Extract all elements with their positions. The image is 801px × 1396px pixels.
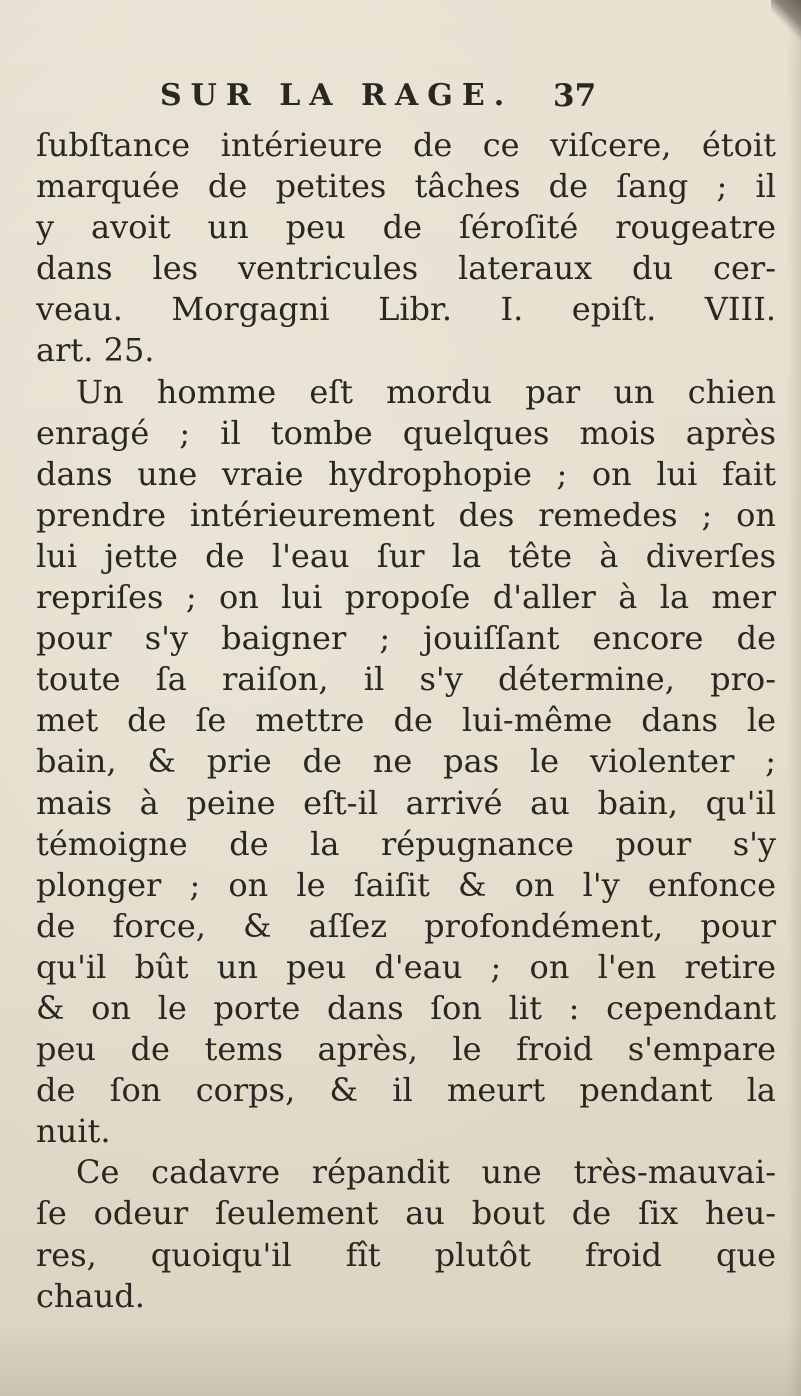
paragraph-start-line: Ce cadavre répandit une très-mauvai-: [76, 1153, 776, 1192]
text-line: ſubſtance intérieure de ce viſcere, étoit: [36, 126, 776, 164]
text-line: dans les ventricules lateraux du cer-: [36, 249, 776, 288]
running-title: SUR LA RAGE.: [160, 78, 514, 113]
text-line: y avoit un peu de ſéroſité rougeatre: [36, 208, 776, 247]
text-line: qu'il bût un peu d'eau ; on l'en retire: [36, 947, 776, 986]
text-line: de force, & aſſez profondément, pour: [36, 906, 776, 945]
text-line: ſe odeur ſeulement au bout de ſix heu-: [36, 1194, 776, 1233]
text-line: peu de tems après, le froid s'empare: [36, 1030, 776, 1069]
text-line: nuit.: [36, 1112, 111, 1151]
paragraph-start-line: Un homme eſt mordu par un chien: [76, 372, 776, 411]
text-line: art. 25.: [36, 331, 155, 370]
body-text: [36, 125, 776, 1317]
text-line: prendre intérieurement des remedes ; on: [36, 495, 776, 534]
text-line: toute ſa raiſon, il s'y détermine, pro-: [36, 660, 776, 699]
page-number: 37: [553, 78, 597, 114]
text-line: dans une vraie hydrophopie ; on lui fait: [36, 454, 776, 493]
page-bottom-edge: [0, 1326, 801, 1396]
text-line: plonger ; on le ſaiſit & on l'y enfonce: [36, 865, 776, 904]
text-line: de ſon corps, & il meurt pendant la: [36, 1071, 776, 1110]
text-line: lui jette de l'eau ſur la tête à diverſes: [36, 536, 776, 575]
text-line: témoigne de la répugnance pour s'y: [36, 824, 776, 863]
page-right-edge-shadow: [787, 0, 801, 1396]
text-line: enragé ; il tombe quelques mois après: [36, 413, 776, 452]
text-line: veau. Morgagni Libr. I. epiſt. VIII.: [36, 290, 776, 329]
text-line: marquée de petites tâches de ſang ; il: [36, 167, 776, 206]
page-corner-mark: [771, 0, 801, 40]
text-line: chaud.: [36, 1276, 145, 1315]
text-line: & on le porte dans ſon lit : cependant: [36, 988, 776, 1027]
text-line: repriſes ; on lui propoſe d'aller à la mer: [36, 578, 776, 617]
text-line: res, quoiqu'il fît plutôt froid que: [36, 1235, 776, 1274]
text-line: pour s'y baigner ; jouiſſant encore de: [36, 619, 776, 658]
text-line: met de ſe mettre de lui-même dans le: [36, 701, 776, 740]
text-line: bain, & prie de ne pas le violenter ;: [36, 742, 776, 781]
text-line: mais à peine eſt-il arrivé au bain, qu'il: [36, 783, 776, 822]
